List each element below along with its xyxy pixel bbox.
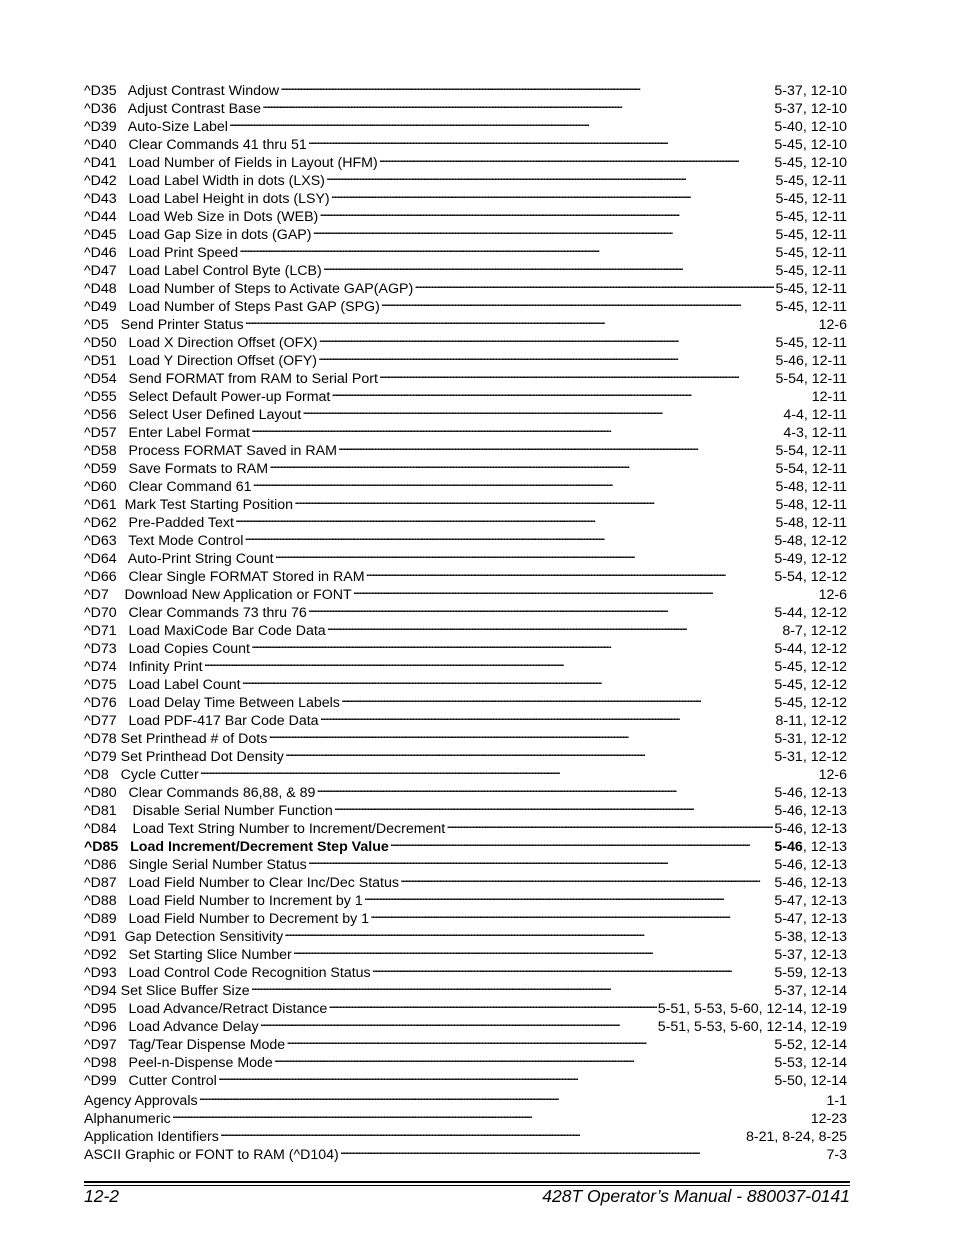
dot-leader [229,113,774,131]
index-entry-term: ^D75 Load Label Count [84,677,241,693]
index-entry-term: ^D80 Clear Commands 86,88, & 89 [84,785,316,801]
index-entry [84,1087,847,1109]
dot-leader [323,257,775,275]
dot-leader [400,869,773,887]
index-entry-term: ^D96 Load Advance Delay [84,1019,259,1035]
index-entry-pages [819,766,847,784]
index-entry-pages-text: 5-48, 12-11 [775,515,847,531]
dot-leader [302,401,782,419]
index-entry-pages-text: 5-37, 12-13 [774,947,847,963]
index-entry [84,1123,847,1145]
index-entry-pages-text: 5-51, 5-53, 5-60, 12-14, 12-19 [657,1001,847,1017]
index-entry-pages-text: 5-53, 12-14 [774,1055,847,1071]
dot-leader [218,1067,774,1085]
dot-leader [331,383,810,401]
footer-page-number: 12-2 [84,1186,120,1206]
footer-rule [84,1181,850,1183]
index-entry-pages [812,388,847,406]
index-entry-pages-text: 5-59, 12-13 [774,965,847,981]
dot-leader [204,653,774,671]
dot-leader [285,743,774,761]
index-entry-pages-text: 5-49, 12-12 [774,551,847,567]
index-entry-pages-text: 5-45, 12-11 [775,191,847,207]
index-entry-pages [774,532,847,550]
index-entry-pages [783,406,847,424]
index-entry-term: ^D43 Load Label Height in dots (LSY) [84,191,330,207]
dot-leader [334,797,774,815]
index-entry-term: ^D45 Load Gap Size in dots (GAP) [84,227,312,243]
index-entry-pages [774,730,847,748]
index-entry-pages-text: 5-46, 12-13 [774,821,847,837]
dot-leader [251,635,773,653]
index-entry-pages [774,676,847,694]
index-entry-pages-text: 5-45, 12-11 [775,173,847,189]
index-entry-pages-text: 5-52, 12-14 [774,1037,847,1053]
dot-leader [318,329,774,347]
dot-leader [381,293,775,311]
dot-leader [320,707,775,725]
index-entry-pages [774,154,847,172]
index-entry-pages-text: 5-48, 12-12 [774,533,847,549]
index-entry-term: ^D57 Enter Label Format [84,425,250,441]
dot-leader [319,203,774,221]
index-entry-pages [774,1036,847,1054]
index-entry-pages [775,208,847,226]
index-entry-pages-text: 12-11 [811,389,847,405]
index-entry-pages [826,1146,847,1164]
index-entry-term: ^D48 Load Number of Steps to Activate GAP(AGP) [84,281,414,297]
dot-leader [446,815,773,833]
index-entry-term: Agency Approvals [84,1093,198,1109]
index-entry-term: ^D7 Download New Application or FONT [84,587,352,603]
index-entry-pages [774,100,847,118]
dot-leader [364,887,774,905]
index-entry-pages [774,784,847,802]
index-entry-pages-text: 5-45, 12-11 [775,209,847,225]
index-entry [84,77,847,99]
index-entry-term: ^D88 Load Field Number to Increment by 1 [84,893,363,909]
index-entry-pages-text: 8-21, 8-24, 8-25 [746,1129,847,1145]
index-entry-pages [774,136,847,154]
index-entry-term: ^D50 Load X Direction Offset (OFX) [84,335,318,351]
dot-leader [316,779,773,797]
index-entry-pages [774,892,847,910]
dot-leader [372,959,774,977]
dot-leader [340,1141,826,1159]
index-entry-pages [658,1000,847,1018]
index-entry-pages-text: 5-54, 12-11 [775,443,847,459]
index-entry-term: ^D58 Process FORMAT Saved in RAM [84,443,337,459]
index-entry-pages-text: 5-45, 12-12 [774,677,847,693]
index-entry-term: ^D54 Send FORMAT from RAM to Serial Port [84,371,378,387]
index-entry-pages-text: 5-45, 12-12 [774,659,847,675]
index-entry-term: ^D92 Set Starting Slice Number [84,947,292,963]
dot-leader [269,455,774,473]
index-entry-term: ^D40 Clear Commands 41 thru 51 [84,137,307,153]
index-entry-pages-text: 12-23 [810,1111,847,1127]
index-entry-term: ^D79 Set Printhead Dot Density [84,749,284,765]
index-entry-pages-text: 5-46, 12-13 [774,875,847,891]
dot-leader [308,599,774,617]
index-entry-pages [774,856,847,874]
index-entry-term: ^D42 Load Label Width in dots (LXS) [84,173,325,189]
index-entry-pages [774,964,847,982]
index-entry-term: ^D97 Tag/Tear Dispense Mode [84,1037,286,1053]
index-entry-pages-text: 5-45, 12-11 [775,245,847,261]
index-entry-term: ^D46 Load Print Speed [84,245,239,261]
index-entry-term: ^D87 Load Field Number to Clear Inc/Dec Status [84,875,399,891]
index-entry-pages-text: 12-6 [818,767,847,783]
index-list [84,77,847,1163]
dot-leader [172,1105,810,1123]
index-entry-term: ^D41 Load Number of Fields in Layout (HFM) [84,155,378,171]
index-entry-pages-text: 4-3, 12-11 [783,425,847,441]
index-entry-pages-text: 5-31, 12-12 [774,731,847,747]
index-entry-pages-text: 5-45, 12-11 [775,335,847,351]
index-entry-pages-text: 12-6 [818,587,847,603]
index-entry-pages [775,280,847,298]
index-entry-pages [775,352,847,370]
dot-leader [366,563,774,581]
dot-leader [414,275,774,293]
index-entry-term: ^D36 Adjust Contrast Base [84,101,261,117]
index-entry-pages [775,262,847,280]
index-entry-pages-text: 5-45, 12-11 [775,227,847,243]
index-entry-pages [774,928,847,946]
dot-leader [308,851,774,869]
index-entry-term: ^D39 Auto-Size Label [84,119,228,135]
index-entry-pages-text: 5-54, 12-11 [775,461,847,477]
index-entry-pages [775,442,847,460]
index-entry-pages-text: 5-47, 12-13 [774,893,847,909]
dot-leader [379,149,774,167]
index-entry-pages [775,496,847,514]
dot-leader [200,761,818,779]
index-entry-term: ^D76 Load Delay Time Between Labels [84,695,340,711]
index-entry-term: ^D47 Load Label Control Byte (LCB) [84,263,322,279]
index-entry-pages-text: 12-6 [818,317,847,333]
index-entry-term: ^D77 Load PDF-417 Bar Code Data [84,713,319,729]
index-entry-pages [775,244,847,262]
index-entry-pages [775,190,847,208]
index-entry-pages-bold: 5-46 [774,839,803,855]
index-entry-pages [774,802,847,820]
footer-manual-title: 428T Operator’s Manual - 880037-0141 [542,1186,850,1206]
index-entry-pages-text: 1-1 [826,1093,847,1109]
dot-leader [242,671,774,689]
index-entry-pages [819,316,847,334]
dot-leader [318,347,775,365]
index-entry-pages-text: 5-46, 12-11 [775,353,847,369]
index-entry-pages-text: 5-45, 12-11 [775,281,847,297]
index-entry-pages-text: , 12-13 [802,839,847,855]
index-entry-pages-text: 5-54, 12-12 [774,569,847,585]
index-entry-pages [775,172,847,190]
dot-leader [328,995,656,1013]
index-entry-pages [826,1092,847,1110]
index-entry-term: Alphanumeric [84,1111,171,1127]
dot-leader [341,689,774,707]
index-entry-term: ^D44 Load Web Size in Dots (WEB) [84,209,319,225]
index-entry-pages-text: 5-45, 12-10 [774,137,847,153]
index-entry-pages [774,910,847,928]
index-entry-term: ^D61 Mark Test Starting Position [84,497,294,513]
index-entry-pages-text: 5-46, 12-13 [774,785,847,801]
index-entry-term: ^D73 Load Copies Count [84,641,250,657]
dot-leader [379,365,775,383]
index-entry-pages-text: 5-45, 12-11 [775,299,847,315]
index-entry-pages-text: 5-37, 12-14 [774,983,847,999]
index-entry-pages-text: 5-54, 12-11 [775,371,847,387]
index-entry-pages [774,694,847,712]
dot-leader [199,1087,826,1105]
dot-leader [284,923,773,941]
index-entry-pages-text: 8-7, 12-12 [782,623,847,639]
dot-leader [275,545,774,563]
dot-leader [327,617,782,635]
index-entry-pages-text: 5-38, 12-13 [774,929,847,945]
index-entry-pages [775,460,847,478]
index-entry-term: ^D89 Load Field Number to Decrement by 1 [84,911,370,927]
dot-leader [353,581,818,599]
dot-leader [338,437,775,455]
dot-leader [286,1031,773,1049]
index-entry-pages-text: 5-48, 12-11 [775,497,847,513]
index-entry-term: ^D62 Pre-Padded Text [84,515,234,531]
index-entry-pages-text: 5-37, 12-10 [774,83,847,99]
index-entry-term: ^D81 Disable Serial Number Function [84,803,333,819]
index-entry-term: ^D66 Clear Single FORMAT Stored in RAM [84,569,365,585]
index-entry-pages-text: 5-44, 12-12 [774,605,847,621]
dot-leader [239,239,774,257]
index-entry-pages-text: 5-47, 12-13 [774,911,847,927]
index-entry-term: ^D49 Load Number of Steps Past GAP (SPG) [84,299,380,315]
dot-leader [331,185,775,203]
index-entry [84,1105,847,1127]
index-entry-pages [775,514,847,532]
dot-leader [390,833,774,851]
index-entry-pages-text: 5-37, 12-10 [774,101,847,117]
index-entry-term: ^D74 Infinity Print [84,659,203,675]
index-entry-pages [775,712,847,730]
dot-leader [268,725,773,743]
index-entry-term: ^D51 Load Y Direction Offset (OFY) [84,353,317,369]
index-entry-pages [774,946,847,964]
index-entry-pages [774,550,847,568]
dot-leader [370,905,773,923]
index-entry-term: ^D64 Auto-Print String Count [84,551,274,567]
index-entry-term: ^D95 Load Advance/Retract Distance [84,1001,328,1017]
dot-leader [253,473,775,491]
index-entry-pages [774,640,847,658]
dot-leader [244,527,773,545]
index-entry-pages [774,874,847,892]
index-entry-pages-text: 5-48, 12-11 [775,479,847,495]
index-entry-term: ^D60 Clear Command 61 [84,479,252,495]
dot-leader [251,977,774,995]
index-entry-pages-text: 5-46, 12-13 [774,857,847,873]
index-entry-pages-text: 5-46, 12-13 [774,803,847,819]
index-entry-pages [774,118,847,136]
dot-leader [220,1123,745,1141]
index-entry-term: ^D84 Load Text String Number to Increment/Decrement [84,821,446,837]
index-entry-term: ASCII Graphic or FONT to RAM (^D104) [84,1147,339,1163]
index-entry-term: ^D78 Set Printhead # of Dots [84,731,268,747]
index-entry-pages-text: 5-51, 5-53, 5-60, 12-14, 12-19 [657,1019,847,1035]
index-entry-pages [774,82,847,100]
index-entry-pages [782,622,847,640]
dot-leader [251,419,782,437]
index-entry-term: ^D59 Save Formats to RAM [84,461,269,477]
dot-leader [293,941,774,959]
index-entry-term: ^D85 Load Increment/Decrement Step Value [84,839,389,855]
index-entry-pages-text: 5-50, 12-14 [774,1073,847,1089]
dot-leader [274,1049,774,1067]
index-entry-term: ^D99 Cutter Control [84,1073,217,1089]
index-entry-term: ^D98 Peel-n-Dispense Mode [84,1055,273,1071]
index-entry-term: ^D86 Single Serial Number Status [84,857,307,873]
index-entry-pages [774,982,847,1000]
index-entry-pages-text: 5-44, 12-12 [774,641,847,657]
index-entry-term: Application Identifiers [84,1129,219,1145]
dot-leader [326,167,775,185]
index-entry-pages [774,604,847,622]
dot-leader [312,221,774,239]
index-entry-pages [774,658,847,676]
index-entry-pages [775,478,847,496]
index-entry-pages-text: 5-45, 12-10 [774,155,847,171]
index-entry-pages [811,1110,847,1128]
dot-leader [245,311,818,329]
index-entry-pages-text: 5-31, 12-12 [774,749,847,765]
index-entry-pages [774,820,847,838]
dot-leader [235,509,775,527]
dot-leader [308,131,774,149]
index-entry-pages-text: 8-11, 12-12 [775,713,847,729]
index-entry-pages-text: 4-4, 12-11 [783,407,847,423]
dot-leader [294,491,774,509]
index-entry-term: ^D5 Send Printer Status [84,317,244,333]
index-entry-pages [783,424,847,442]
index-entry-term: ^D55 Select Default Power-up Format [84,389,331,405]
index-entry-pages [819,586,847,604]
dot-leader [280,77,773,95]
dot-leader [262,95,773,113]
index-entry-pages-text: 5-45, 12-11 [775,263,847,279]
index-entry-term: ^D35 Adjust Contrast Window [84,83,280,99]
index-entry-pages [774,838,847,856]
dot-leader [260,1013,657,1031]
index-entry-term: ^D8 Cycle Cutter [84,767,199,783]
index-entry-term: ^D91 Gap Detection Sensitivity [84,929,284,945]
index-entry-term: ^D70 Clear Commands 73 thru 76 [84,605,307,621]
index-entry-pages [774,1054,847,1072]
index-entry-pages-text: 7-3 [826,1147,847,1163]
index-entry-term: ^D63 Text Mode Control [84,533,244,549]
index-entry-pages-text: 5-40, 12-10 [774,119,847,135]
index-entry-term: ^D71 Load MaxiCode Bar Code Data [84,623,326,639]
index-entry-term: ^D56 Select User Defined Layout [84,407,302,423]
index-entry-pages [775,226,847,244]
index-entry-term: ^D94 Set Slice Buffer Size [84,983,250,999]
index-entry-pages [775,334,847,352]
index-entry-term: ^D93 Load Control Code Recognition Status [84,965,371,981]
index-entry-pages-text: 5-45, 12-12 [774,695,847,711]
